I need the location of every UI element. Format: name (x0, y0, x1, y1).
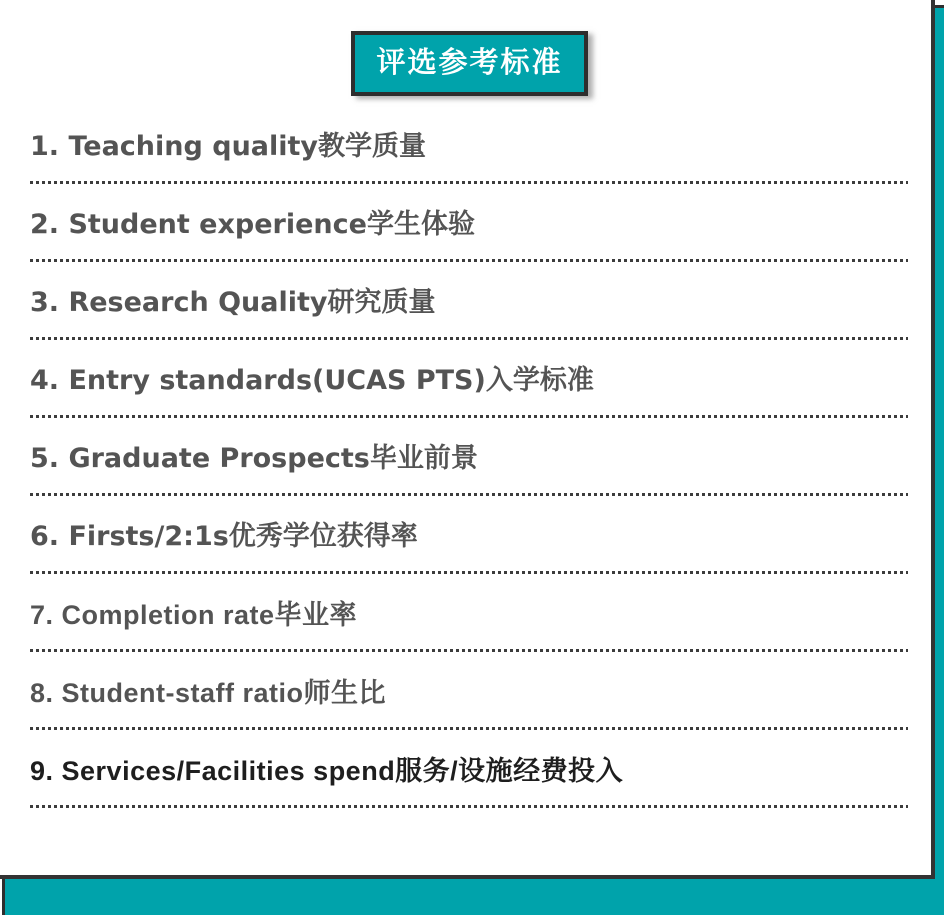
criterion-label: 9. Services/Facilities spend服务/设施经费投入 (30, 756, 624, 786)
criterion-label: 6. Firsts/2:1s优秀学位获得率 (30, 521, 418, 552)
criterion-label: 8. Student-staff ratio师生比 (30, 678, 387, 708)
list-item (30, 207, 908, 262)
dotted-divider (30, 181, 908, 184)
title-badge: 评选参考标准 (351, 31, 587, 96)
list-item (30, 441, 908, 496)
dotted-divider (30, 727, 908, 730)
list-item (30, 363, 908, 418)
list-item (30, 285, 908, 340)
criterion-label: 7. Completion rate毕业率 (30, 600, 358, 630)
list-item (30, 753, 908, 808)
dotted-divider (30, 337, 908, 340)
dotted-divider (30, 259, 908, 262)
dotted-divider (30, 805, 908, 808)
list-item (30, 597, 908, 652)
criterion-label: 3. Research Quality研究质量 (30, 287, 436, 318)
dotted-divider (30, 649, 908, 652)
criterion-label: 4. Entry standards(UCAS PTS)入学标准 (30, 365, 594, 396)
dotted-divider (30, 493, 908, 496)
criteria-list (30, 129, 908, 808)
criterion-label: 1. Teaching quality教学质量 (30, 131, 427, 162)
criterion-label: 5. Graduate Prospects毕业前景 (30, 443, 478, 474)
list-item (30, 129, 908, 184)
badge-row (0, 31, 931, 96)
list-item (30, 519, 908, 574)
list-item (30, 675, 908, 730)
dotted-divider (30, 415, 908, 418)
dotted-divider (30, 571, 908, 574)
criterion-label: 2. Student experience学生体验 (30, 209, 475, 240)
